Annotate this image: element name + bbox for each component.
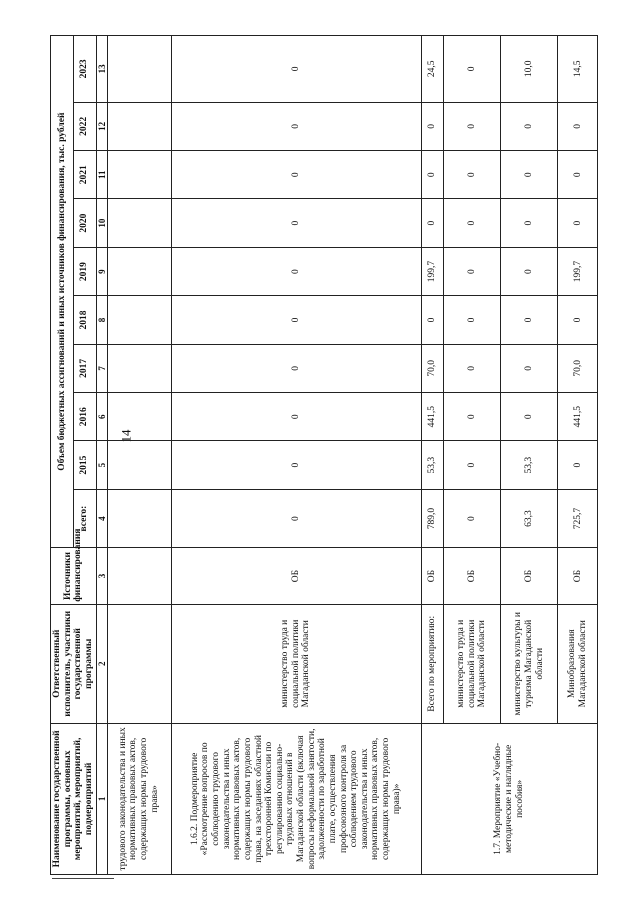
value-cell: 0 <box>558 151 598 199</box>
value-cell <box>107 247 171 295</box>
value-cell: 0 <box>443 393 500 441</box>
row-source-cell: ОБ <box>558 548 598 604</box>
value-cell: 0 <box>443 199 500 247</box>
row-name-cell: 1.6.2. Подмероприятие «Рассмотрение вопросов по соблюдению трудового законодательства и иных нормативных правовых актов, содержащих нормы трудового права, на заседаниях областной трехсторонней Комиссии по регулированию социально-трудовых отношений в Магаданской области (включая вопросы неформальной занятости, задолженности по заработной плате, осуществления профсоюзного контроля за соблюдением трудового законодательства и иных нормативных правовых актов, содержащих нормы трудового права)» <box>171 723 421 874</box>
value-cell: 0 <box>501 344 558 392</box>
value-cell: 0 <box>501 199 558 247</box>
table-row <box>107 36 171 875</box>
value-cell: 0 <box>443 151 500 199</box>
value-cell <box>107 344 171 392</box>
header-year-cell: 2023 <box>73 36 96 103</box>
row-source-cell: ОБ <box>501 548 558 604</box>
column-number: 1 <box>96 723 107 874</box>
value-cell: 0 <box>171 489 421 547</box>
value-cell <box>107 489 171 547</box>
value-cell: 14,5 <box>558 36 598 103</box>
value-cell: 0 <box>171 199 421 247</box>
header-year-cell: 2020 <box>73 199 96 247</box>
header-year-cell: 2015 <box>73 441 96 489</box>
value-cell <box>107 296 171 344</box>
column-number: 8 <box>96 296 107 344</box>
value-cell: 0 <box>443 247 500 295</box>
row-source-cell <box>107 548 171 604</box>
value-cell: 0 <box>421 296 443 344</box>
rotated-table-container <box>50 35 588 875</box>
column-number: 6 <box>96 393 107 441</box>
value-cell: 0 <box>171 247 421 295</box>
header-executor: Ответственный исполнитель, участники государственной программы <box>51 604 97 723</box>
value-cell: 0 <box>558 102 598 150</box>
value-cell: 0 <box>171 36 421 103</box>
column-number: 4 <box>96 489 107 547</box>
value-cell: 0 <box>443 441 500 489</box>
value-cell: 63,3 <box>501 489 558 547</box>
value-cell: 0 <box>171 102 421 150</box>
header-year-cell: 2022 <box>73 102 96 150</box>
header-name: Наименование государственной программы, основных мероприятий, мероприятий, подмероприятий <box>51 723 97 874</box>
column-number: 2 <box>96 604 107 723</box>
value-cell: 53,3 <box>421 441 443 489</box>
value-cell: 0 <box>558 296 598 344</box>
value-cell: 199,7 <box>558 247 598 295</box>
header-row-1 <box>51 36 74 875</box>
value-cell: 441,5 <box>421 393 443 441</box>
header-column-numbers <box>96 36 107 875</box>
value-cell: 0 <box>171 344 421 392</box>
value-cell: 0 <box>501 247 558 295</box>
column-number: 12 <box>96 102 107 150</box>
value-cell: 53,3 <box>501 441 558 489</box>
row-executor-cell: Минобразования Магаданской области <box>558 604 598 723</box>
header-year-cell: 2017 <box>73 344 96 392</box>
value-cell: 24,5 <box>421 36 443 103</box>
funding-table <box>50 35 598 875</box>
value-cell: 0 <box>501 296 558 344</box>
value-cell: 0 <box>501 393 558 441</box>
row-source-cell: ОБ <box>421 548 443 604</box>
value-cell: 0 <box>171 441 421 489</box>
row-name-cell: трудового законодательства и иных нормативных правовых актов, содержащих нормы трудового права» <box>107 723 171 874</box>
value-cell: 441,5 <box>558 393 598 441</box>
column-number: 9 <box>96 247 107 295</box>
measure-name-cell: 1.7. Мероприятие «Учебно-методические и наглядные пособия» <box>421 723 598 874</box>
value-cell <box>107 393 171 441</box>
value-cell: 0 <box>171 151 421 199</box>
value-cell: 0 <box>421 151 443 199</box>
value-cell: 0 <box>171 296 421 344</box>
value-cell: 0 <box>421 199 443 247</box>
header-year-cell: 2021 <box>73 151 96 199</box>
value-cell: 0 <box>558 199 598 247</box>
footnote-rule <box>52 878 114 879</box>
value-cell: 70,0 <box>558 344 598 392</box>
header-funding-group: Объем бюджетных ассигнований и иных источников финансирования, тыс. рублей <box>51 36 74 548</box>
value-cell: 0 <box>501 151 558 199</box>
header-year-cell: 2016 <box>73 393 96 441</box>
value-cell: 0 <box>421 102 443 150</box>
value-cell: 0 <box>171 393 421 441</box>
row-executor-cell: министерство труда и социальной политики Магаданской области <box>171 604 421 723</box>
column-number: 10 <box>96 199 107 247</box>
value-cell <box>107 441 171 489</box>
table-row <box>421 36 443 875</box>
header-year-cell: 2019 <box>73 247 96 295</box>
value-cell <box>107 36 171 103</box>
header-year-cell: всего: <box>73 489 96 547</box>
row-executor-cell: министерство культуры и туризма Магаданской области <box>501 604 558 723</box>
value-cell: 0 <box>443 344 500 392</box>
row-executor-cell: министерство труда и социальной политики Магаданской области <box>443 604 500 723</box>
value-cell <box>107 102 171 150</box>
value-cell: 789,0 <box>421 489 443 547</box>
value-cell: 0 <box>443 36 500 103</box>
column-number: 13 <box>96 36 107 103</box>
row-source-cell: ОБ <box>171 548 421 604</box>
value-cell <box>107 199 171 247</box>
value-cell: 10,0 <box>501 36 558 103</box>
header-year-cell: 2018 <box>73 296 96 344</box>
value-cell: 0 <box>501 102 558 150</box>
column-number: 11 <box>96 151 107 199</box>
column-number: 7 <box>96 344 107 392</box>
page-number: 14 <box>118 429 134 443</box>
row-executor-cell <box>107 604 171 723</box>
row-source-cell: ОБ <box>443 548 500 604</box>
header-source: Источники финансирования <box>51 548 97 604</box>
value-cell: 0 <box>443 102 500 150</box>
value-cell: 725,7 <box>558 489 598 547</box>
column-number: 3 <box>96 548 107 604</box>
table-row <box>171 36 421 875</box>
row-executor-cell: Всего по мероприятию: <box>421 604 443 723</box>
value-cell: 0 <box>558 441 598 489</box>
value-cell: 199,7 <box>421 247 443 295</box>
value-cell: 0 <box>443 489 500 547</box>
value-cell: 70,0 <box>421 344 443 392</box>
column-number: 5 <box>96 441 107 489</box>
value-cell: 0 <box>443 296 500 344</box>
value-cell <box>107 151 171 199</box>
